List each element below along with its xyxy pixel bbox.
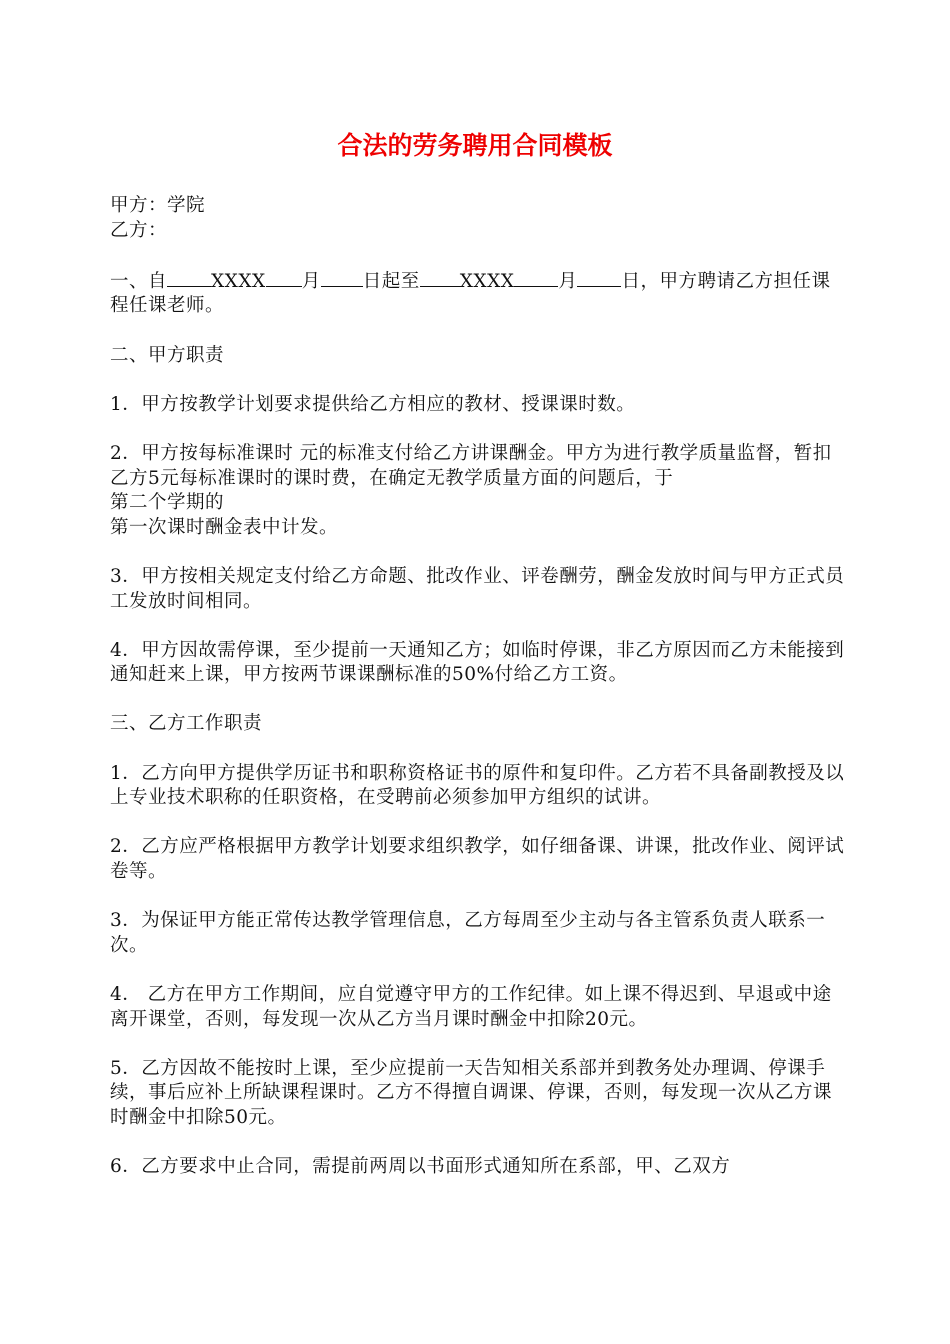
party-b-line: 乙方： [110, 219, 168, 241]
clause-item: 2．甲方按每标准课时 元的标准支付给乙方讲课酬金。甲方为进行教学质量监督，暂扣乙方5元每标准课时的课时费，在确定无教学质量方面的问题后，于 [110, 442, 832, 489]
document-title: 合法的劳务聘用合同模板 [337, 131, 613, 160]
clause-item: 4．甲方因故需停课，至少提前一天通知乙方；如临时停课，非乙方原因而乙方未能接到通知赶来上课，甲方按两节课课酬标准的50%付给乙方工资。 [110, 639, 845, 686]
clause-item: 5．乙方因故不能按时上课，至少应提前一天告知相关系部并到教务处办理调、停课手续，事后应补上所缺课程课时。乙方不得擅自调课、停课，否则，每发现一次从乙方课时酬金中扣除50元。 [110, 1057, 833, 1128]
clause-item: 4． 乙方在甲方工作期间，应自觉遵守甲方的工作纪律。如上课不得迟到、早退或中途离开课堂，否则，每发现一次从乙方当月课时酬金中扣除20元。 [110, 984, 832, 1030]
clause-item: 2．乙方应严格根据甲方教学计划要求组织教学，如仔细备课、讲课，批改作业、阅评试卷等。 [110, 836, 845, 883]
clause-term: 一、自 XXXX 月 日起至 XXXX 月 日，甲方聘请乙方担任课程任课老师。 [110, 268, 845, 319]
clause-item: 1．乙方向甲方提供学历证书和职称资格证书的原件和复印件。乙方若不具备副教授及以上专业技术职称的任职资格，在受聘前必须参加甲方组织的试讲。 [110, 762, 845, 809]
clause-item-line: 第二个学期的 [110, 492, 225, 514]
clause-item-line: 第一次课时酬金表中计发。 [110, 516, 339, 538]
clause-item: 6．乙方要求中止合同，需提前两周以书面形式通知所在系部，甲、乙双方 [110, 1156, 731, 1178]
section-heading: 三、乙方工作职责 [110, 713, 263, 735]
clause-item: 1．甲方按教学计划要求提供给乙方相应的教材、授课课时数。 [110, 393, 636, 415]
clause-item: 3．甲方按相关规定支付给乙方命题、批改作业、评卷酬劳，酬金发放时间与甲方正式员工发放时间相同。 [110, 565, 845, 612]
document-body [110, 194, 845, 1180]
clause-item: 3．为保证甲方能正常传达教学管理信息，乙方每周至少主动与各主管系负责人联系一次。 [110, 910, 826, 956]
party-a-line: 甲方：学院 [110, 195, 206, 216]
section-heading: 二、甲方职责 [110, 344, 225, 366]
